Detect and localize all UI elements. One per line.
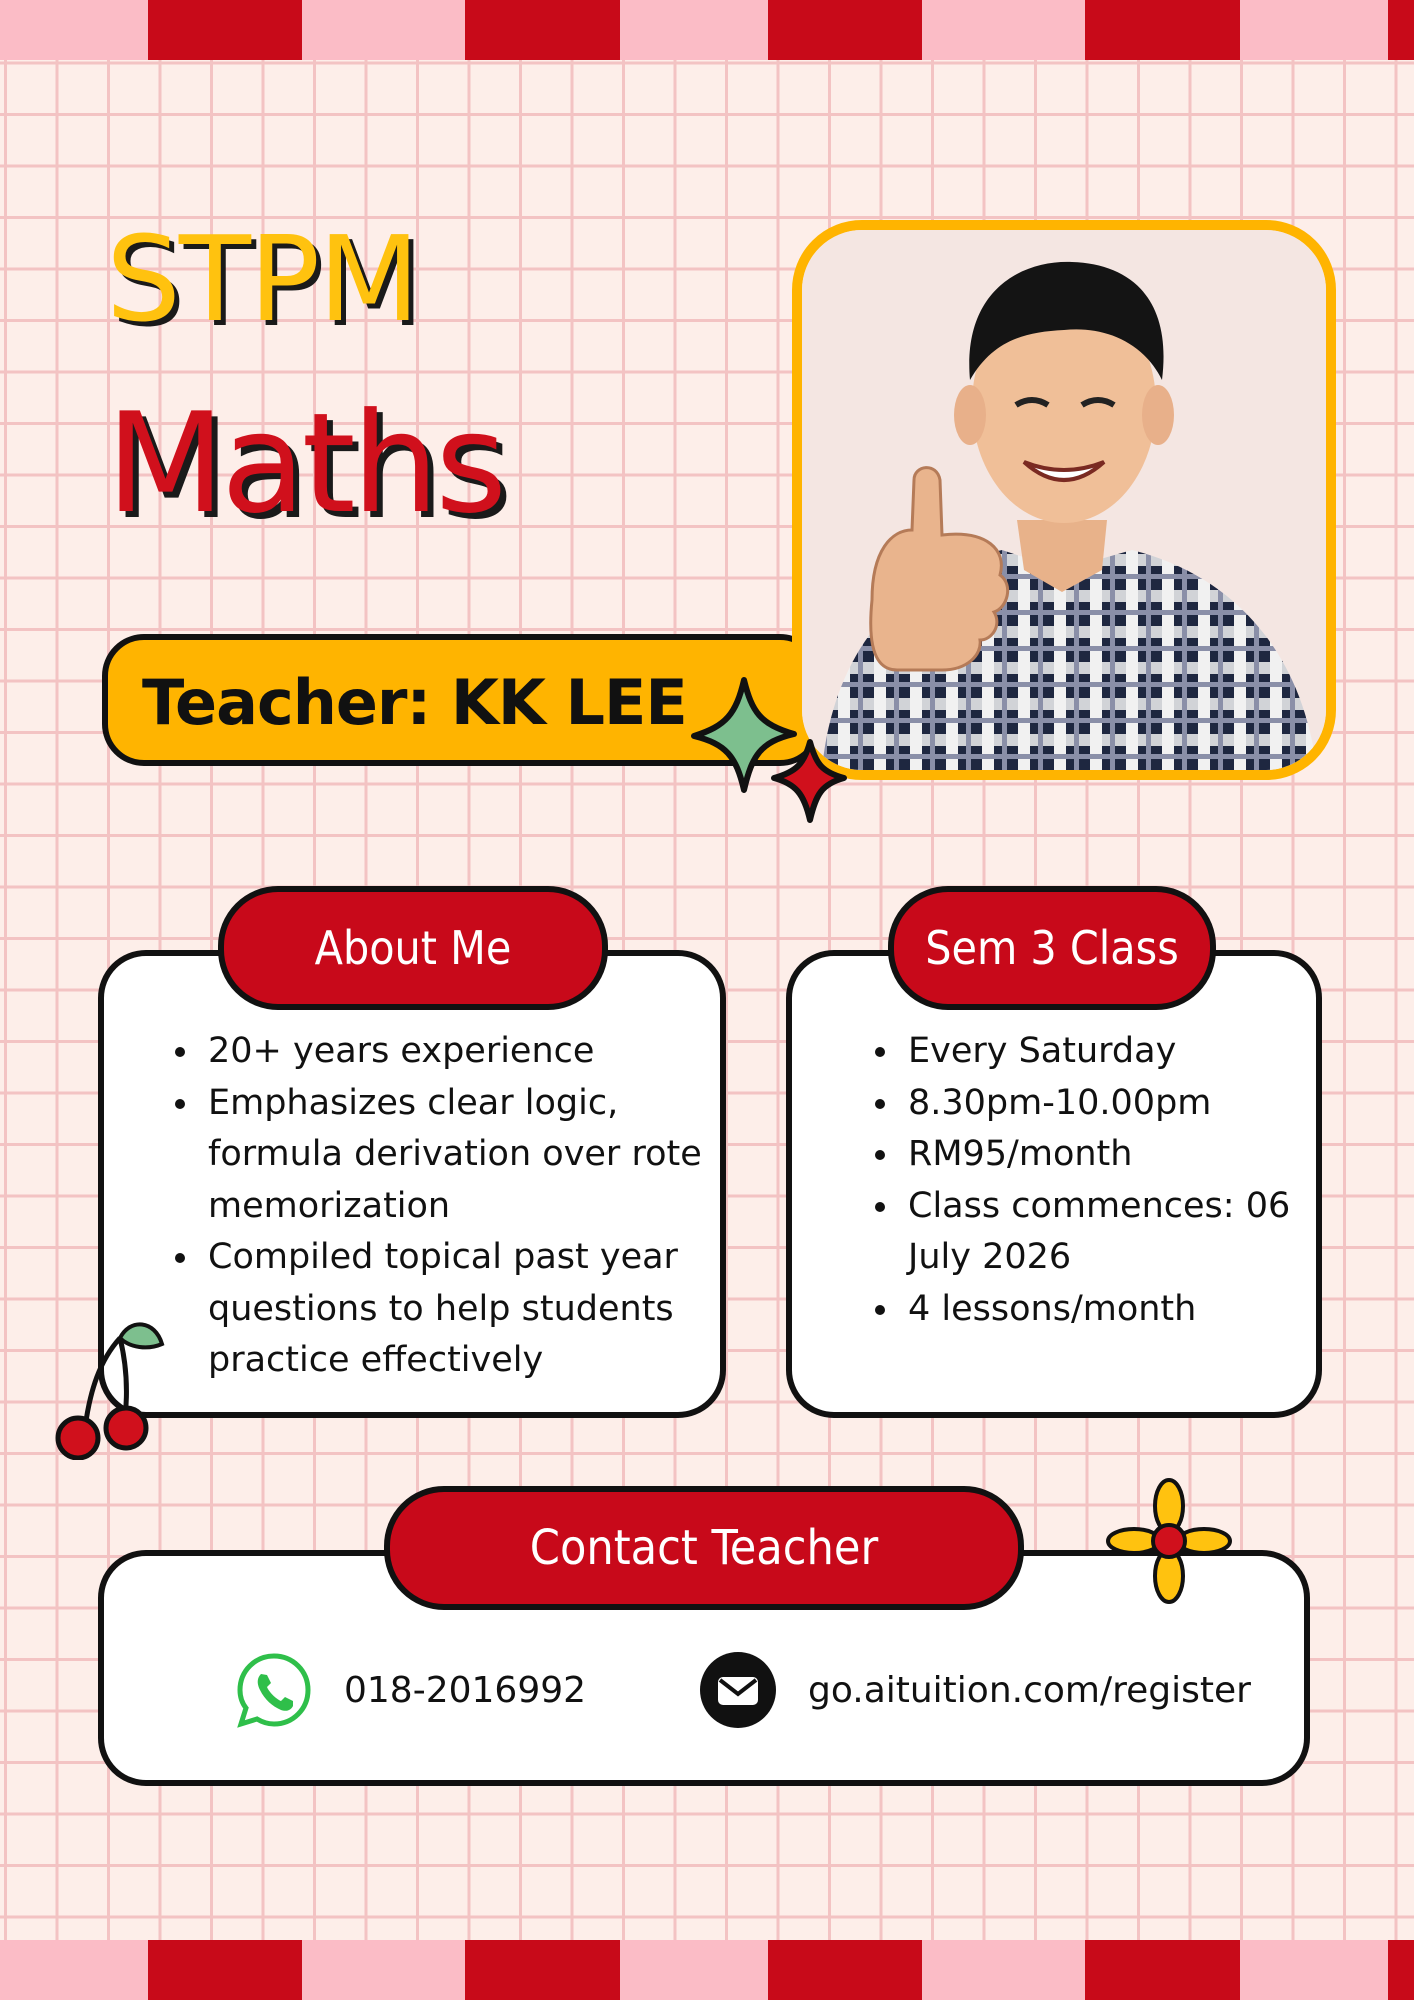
title-stpm: STPM	[106, 210, 418, 348]
cherries-icon	[30, 1310, 170, 1460]
phone-number: 018-2016992	[344, 1669, 587, 1711]
teacher-portrait-illustration	[802, 230, 1326, 770]
list-item: • 8.30pm-10.00pm	[902, 1078, 1332, 1130]
about-me-heading: About Me	[218, 886, 608, 1010]
list-item: • 4 lessons/month	[902, 1284, 1332, 1336]
teacher-photo	[792, 220, 1336, 780]
top-decorative-band	[0, 0, 1414, 60]
bottom-decorative-band	[0, 1940, 1414, 2000]
phone-contact[interactable]	[234, 1650, 586, 1730]
teacher-name: Teacher: KK LEE	[142, 666, 687, 739]
mail-icon	[698, 1650, 778, 1730]
website-contact[interactable]	[698, 1650, 1251, 1730]
title-maths: Maths	[106, 383, 504, 544]
list-item: • Emphasizes clear logic, formula derivation over rote memorization	[202, 1078, 732, 1233]
list-item: • Every Saturday	[902, 1026, 1332, 1078]
list-item: • RM95/month	[902, 1129, 1332, 1181]
list-item: • 20+ years experience	[202, 1026, 732, 1078]
whatsapp-icon	[234, 1650, 314, 1730]
sem-class-list	[858, 1026, 1332, 1335]
contact-heading: Contact Teacher	[384, 1486, 1024, 1610]
about-me-list	[158, 1026, 732, 1387]
flower-icon	[1104, 1476, 1234, 1606]
list-item: • Compiled topical past year questions to help students practice effectively	[202, 1232, 732, 1387]
sem-class-heading: Sem 3 Class	[888, 886, 1216, 1010]
sparkles-decoration	[686, 672, 856, 842]
website-link[interactable]: go.aituition.com/register	[808, 1669, 1251, 1711]
list-item: • Class commences: 06 July 2026	[902, 1181, 1332, 1284]
